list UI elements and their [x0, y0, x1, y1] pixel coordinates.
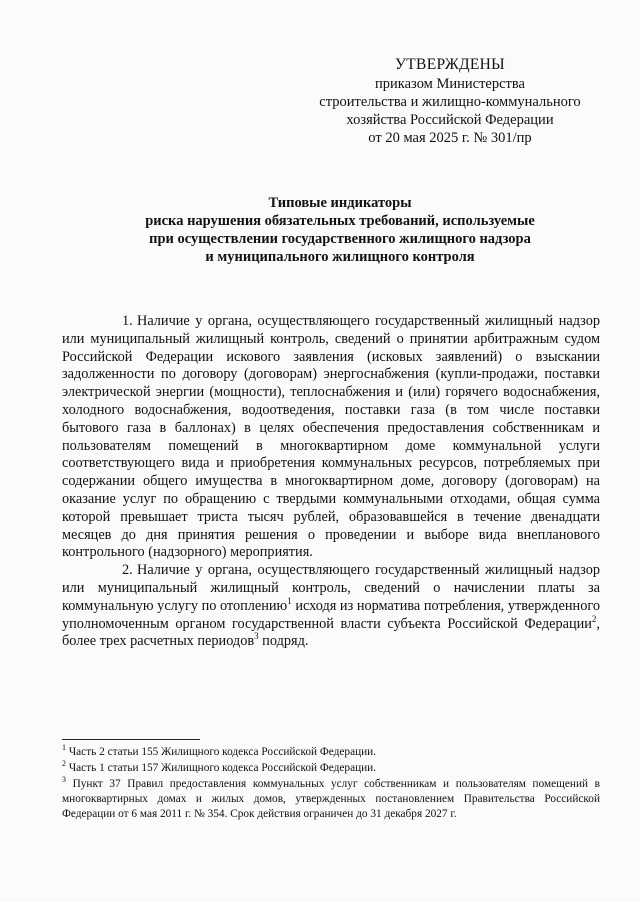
- footnote-1: [62, 745, 600, 760]
- footnote-ref[interactable]: 3: [254, 631, 259, 642]
- footnote-3: [62, 777, 600, 822]
- footnote-mark: 2: [62, 759, 66, 769]
- item-text-part: подряд.: [258, 633, 309, 650]
- title-line: и муниципального жилищного контроля: [205, 249, 475, 265]
- item-text-part: , более трех расчетных периодов: [62, 615, 600, 650]
- footnote-ref[interactable]: 2: [591, 613, 597, 624]
- item-text-part: исходя из норматива потребления, утвержденного уполномоченным органом государственной власти субъекта Российской Федерации: [62, 597, 600, 632]
- approval-line: приказом Министерства: [375, 76, 525, 92]
- approval-line: хозяйства Российской Федерации: [346, 112, 554, 128]
- approval-block: [300, 56, 600, 147]
- approval-line: строительства и жилищно-коммунального: [319, 94, 581, 110]
- title-line: Типовые индикаторы: [268, 195, 412, 211]
- document-title: [80, 194, 600, 266]
- footnote-mark: 1: [62, 743, 66, 753]
- approval-heading: УТВЕРЖДЕНЫ: [395, 56, 505, 73]
- footnote-2: [62, 761, 600, 776]
- footnote-ref[interactable]: 1: [287, 595, 292, 606]
- indicator-item-2: [62, 562, 600, 651]
- item-number: 1.: [122, 313, 133, 329]
- footnote-mark: 3: [62, 775, 66, 785]
- item-text-part: Наличие у органа, осуществляющего государственный жилищный надзор или муниципальный жилищный контроль, сведений о начислении платы за коммунальную услугу по отоплению: [62, 562, 600, 614]
- footnotes: [62, 745, 600, 823]
- item-text: Наличие у органа, осуществляющего государственный жилищный надзор или муниципальный жилищный контроль, сведений о принятии арбитражным судом Российской Федерации искового заявления (исковых заявлений) о взыскании задолженности по договору (договорам) энергоснабжения (купли-продажи, поставки электрической энергии (мощности), теплоснабжения и (или) горячего водоснабжения, холодного водоснабжения, водоотведения, поставки газа (в том числе поставки бытового газа в баллонах) в целях обеспечения предоставления собственникам и пользователям помещений в многоквартирном доме коммунальной услуги соответствующего вида и приобретения коммунальных ресурсов, потребляемых при содержании общего имущества в многоквартирном доме, договору (договорам) на оказание услуг по обращению с твердыми коммунальными отходами, общая сумма которой превышает триста тысяч рублей, образовавшейся в течение двенадцати месяцев до дня принятия решения о проведении и выборе вида внепланового контрольного (надзорного) мероприятия.: [62, 313, 600, 561]
- footnote-divider: [62, 739, 200, 740]
- footnote-text: Часть 1 статьи 157 Жилищного кодекса Российской Федерации.: [66, 762, 377, 774]
- document-body: [62, 313, 600, 651]
- title-line: при осуществлении государственного жилищного надзора: [149, 231, 531, 247]
- footnote-text: Пункт 37 Правил предоставления коммунальных услуг собственникам и пользователям помещений в многоквартирных домах и жилых домов, утвержденных постановлением Правительства Российской Федерации от 6 мая 2011 г. № 354. Срок действия ограничен до 31 декабря 2027 г.: [62, 778, 600, 820]
- title-line: риска нарушения обязательных требований, используемые: [145, 213, 535, 229]
- indicator-item-1: [62, 313, 600, 562]
- item-number: 2.: [122, 562, 133, 579]
- approval-date-line: от 20 мая 2025 г. № 301/пр: [368, 130, 532, 146]
- footnote-text: Часть 2 статьи 155 Жилищного кодекса Российской Федерации.: [66, 746, 377, 758]
